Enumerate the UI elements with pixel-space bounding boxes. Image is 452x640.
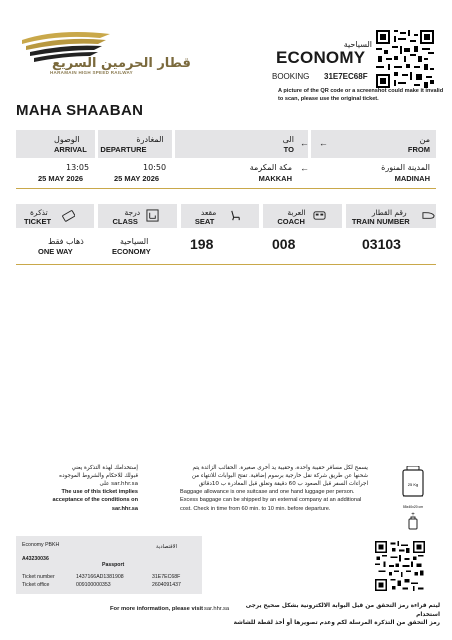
train-label-ar: رقم القطار: [371, 208, 407, 217]
ticket-icon: [62, 209, 75, 222]
coach-header: [263, 204, 341, 228]
departure-label: DEPARTURE: [100, 145, 147, 154]
ticket-label: TICKET: [24, 217, 52, 226]
qr-instruction-line: رمز التحقق من التذكرة المرسلة لكم وعدم تصويرها أو أخذ لقطة للشاشة: [233, 620, 440, 627]
terms-ar-line: قبولك للاحكام والشروط الموجوده: [59, 473, 138, 480]
seat-label: SEAT: [194, 217, 215, 226]
destination-ar: مكة المكرمة: [249, 163, 292, 172]
arrival-label: ARRIVAL: [54, 145, 87, 154]
coach-label-ar: العربة: [287, 208, 306, 217]
from-label: FROM: [407, 145, 431, 154]
qr-warning-note: A picture of the QR code or a screenshot could make it invalid to scan, please use the original ticket.: [278, 88, 444, 102]
svg-text:+: +: [411, 512, 415, 518]
ticket-number-label: Ticket number: [22, 574, 55, 580]
train-icon: [422, 209, 435, 222]
qr-instruction-line: ليتم قراءة رمز التحقق من قبل البوابة الالكترونية بشكل صحيح يرجى استخدام: [245, 603, 440, 618]
ticket-code: 31E7EC68F: [152, 574, 181, 580]
departure-time: 10:50: [143, 163, 167, 172]
baggage-ar-line: يسمح لكل مسافر حقيبة واحدة، وحقيبة يد أخرى صغيرة. الحقائب الزائدة يتم: [192, 465, 368, 471]
terms-ar-line: إستخدامك لهذة التذكرة يعني: [71, 465, 138, 471]
ticket-type-ar: ذهاب فقط: [48, 237, 84, 246]
train-header: [346, 204, 436, 228]
terms-en-line: The use of this ticket implies: [61, 489, 138, 496]
ticket-type: ONE WAY: [38, 247, 73, 256]
train-number: 03103: [362, 236, 401, 252]
ticket-class-title: ECONOMY: [276, 48, 366, 67]
ticket-office: 009100000353: [76, 582, 111, 588]
baggage-notice: [180, 464, 368, 513]
origin-ar: المدينة المنورة: [381, 163, 430, 172]
brand-name-ar: قطار الحرمين السريع: [52, 56, 191, 71]
departure-header: [98, 130, 171, 158]
divider: [16, 264, 436, 265]
divider: [16, 188, 436, 189]
booking-code: 31E7EC68F: [324, 72, 368, 81]
class-header: [98, 204, 176, 228]
seat-number: 198: [190, 236, 214, 252]
qr-instructions-ar: [230, 602, 440, 628]
destination: MAKKAH: [258, 174, 292, 183]
receipt-box: [16, 536, 202, 594]
receipt-class: Economy PBKH: [22, 542, 60, 548]
baggage-ar-line: شحنها عن طريق شركة نقل خارجية برسوم إضافية. تفتح البوابات للانتهاء من: [191, 473, 368, 480]
class-label-ar: درجة: [124, 208, 141, 217]
qr-code-icon: [375, 541, 425, 591]
arrow-left-icon: ←: [300, 163, 309, 173]
seat-label-ar: مقعد: [200, 208, 217, 217]
receipt-class-ar: الاقتصادية: [156, 544, 178, 550]
coach-label: COACH: [277, 217, 305, 226]
info-header-bar: [16, 204, 436, 228]
to-label: TO: [283, 145, 294, 154]
to-header: [175, 130, 308, 158]
office-code: 2604091437: [152, 582, 181, 588]
arrow-left-icon: ←: [318, 138, 328, 148]
route-header-bar: [16, 130, 436, 158]
bag-size: 55x40x20 cm: [402, 505, 424, 509]
receipt-id: A43230036: [22, 556, 49, 562]
terms-ar-line: على sar.hhr.sa: [99, 481, 138, 488]
coach-icon: [313, 209, 326, 222]
terms-en-line: acceptance of the conditions on: [52, 497, 138, 504]
ticket-header: [16, 204, 94, 228]
class-value: ECONOMY: [112, 247, 151, 256]
ticket-class-ar: السياحية: [343, 40, 372, 49]
brand-name-en: HARAMAIN HIGH SPEED RAILWAY: [50, 70, 133, 75]
arrival-date: 25 MAY 2026: [38, 174, 84, 183]
from-label-ar: من: [419, 135, 431, 144]
website-link[interactable]: sar.hhr.sa: [204, 606, 230, 612]
terms-en-link[interactable]: sar.hhr.sa: [111, 505, 138, 512]
terms-notice: [28, 464, 138, 513]
arrow-left-icon: ←: [299, 138, 309, 148]
qr-code-icon: [376, 30, 434, 88]
seat-class-icon: [146, 209, 159, 222]
from-header: [311, 130, 436, 158]
departure-label-ar: المغادرة: [136, 135, 164, 144]
receipt-passport-label: Passport: [102, 562, 125, 568]
bag-weight: 25 Kg: [407, 482, 419, 487]
arrival-header: [16, 130, 95, 158]
to-label-ar: الى: [282, 135, 294, 144]
arrival-label-ar: الوصول: [54, 135, 80, 144]
ticket-label-ar: تذكرة: [30, 208, 48, 217]
class-value-ar: السياحية: [120, 237, 149, 246]
suitcase-icon: [398, 466, 428, 530]
ticket-office-label: Ticket office: [22, 582, 50, 588]
seat-header: [181, 204, 259, 228]
departure-date: 25 MAY 2026: [114, 174, 160, 183]
class-label: CLASS: [112, 217, 138, 226]
coach-number: 008: [272, 236, 296, 252]
seat-icon: [229, 209, 242, 222]
booking-label: BOOKING: [272, 72, 310, 81]
baggage-en-text: Baggage allowance is one suitcase and one hand luggage per person. Excess baggage can be shipped by an external company at an additional cost. Check in time from 60 min. to 10 min. before departure.: [180, 489, 362, 512]
ticket-number: 1437166AD1381908: [76, 574, 124, 580]
more-info-text: For more information, please visit: [110, 606, 204, 612]
arrival-time: 13:05: [66, 163, 90, 172]
baggage-ar-line: اجراءات السفر قبل الصعود ب 60 دقيقة وتغلق قبل المغادرة ب 10دقائق: [198, 481, 368, 488]
origin: MADINAH: [394, 174, 430, 183]
passenger-name: MAHA SHAABAN: [16, 102, 144, 119]
train-label: TRAIN NUMBER: [351, 217, 410, 226]
